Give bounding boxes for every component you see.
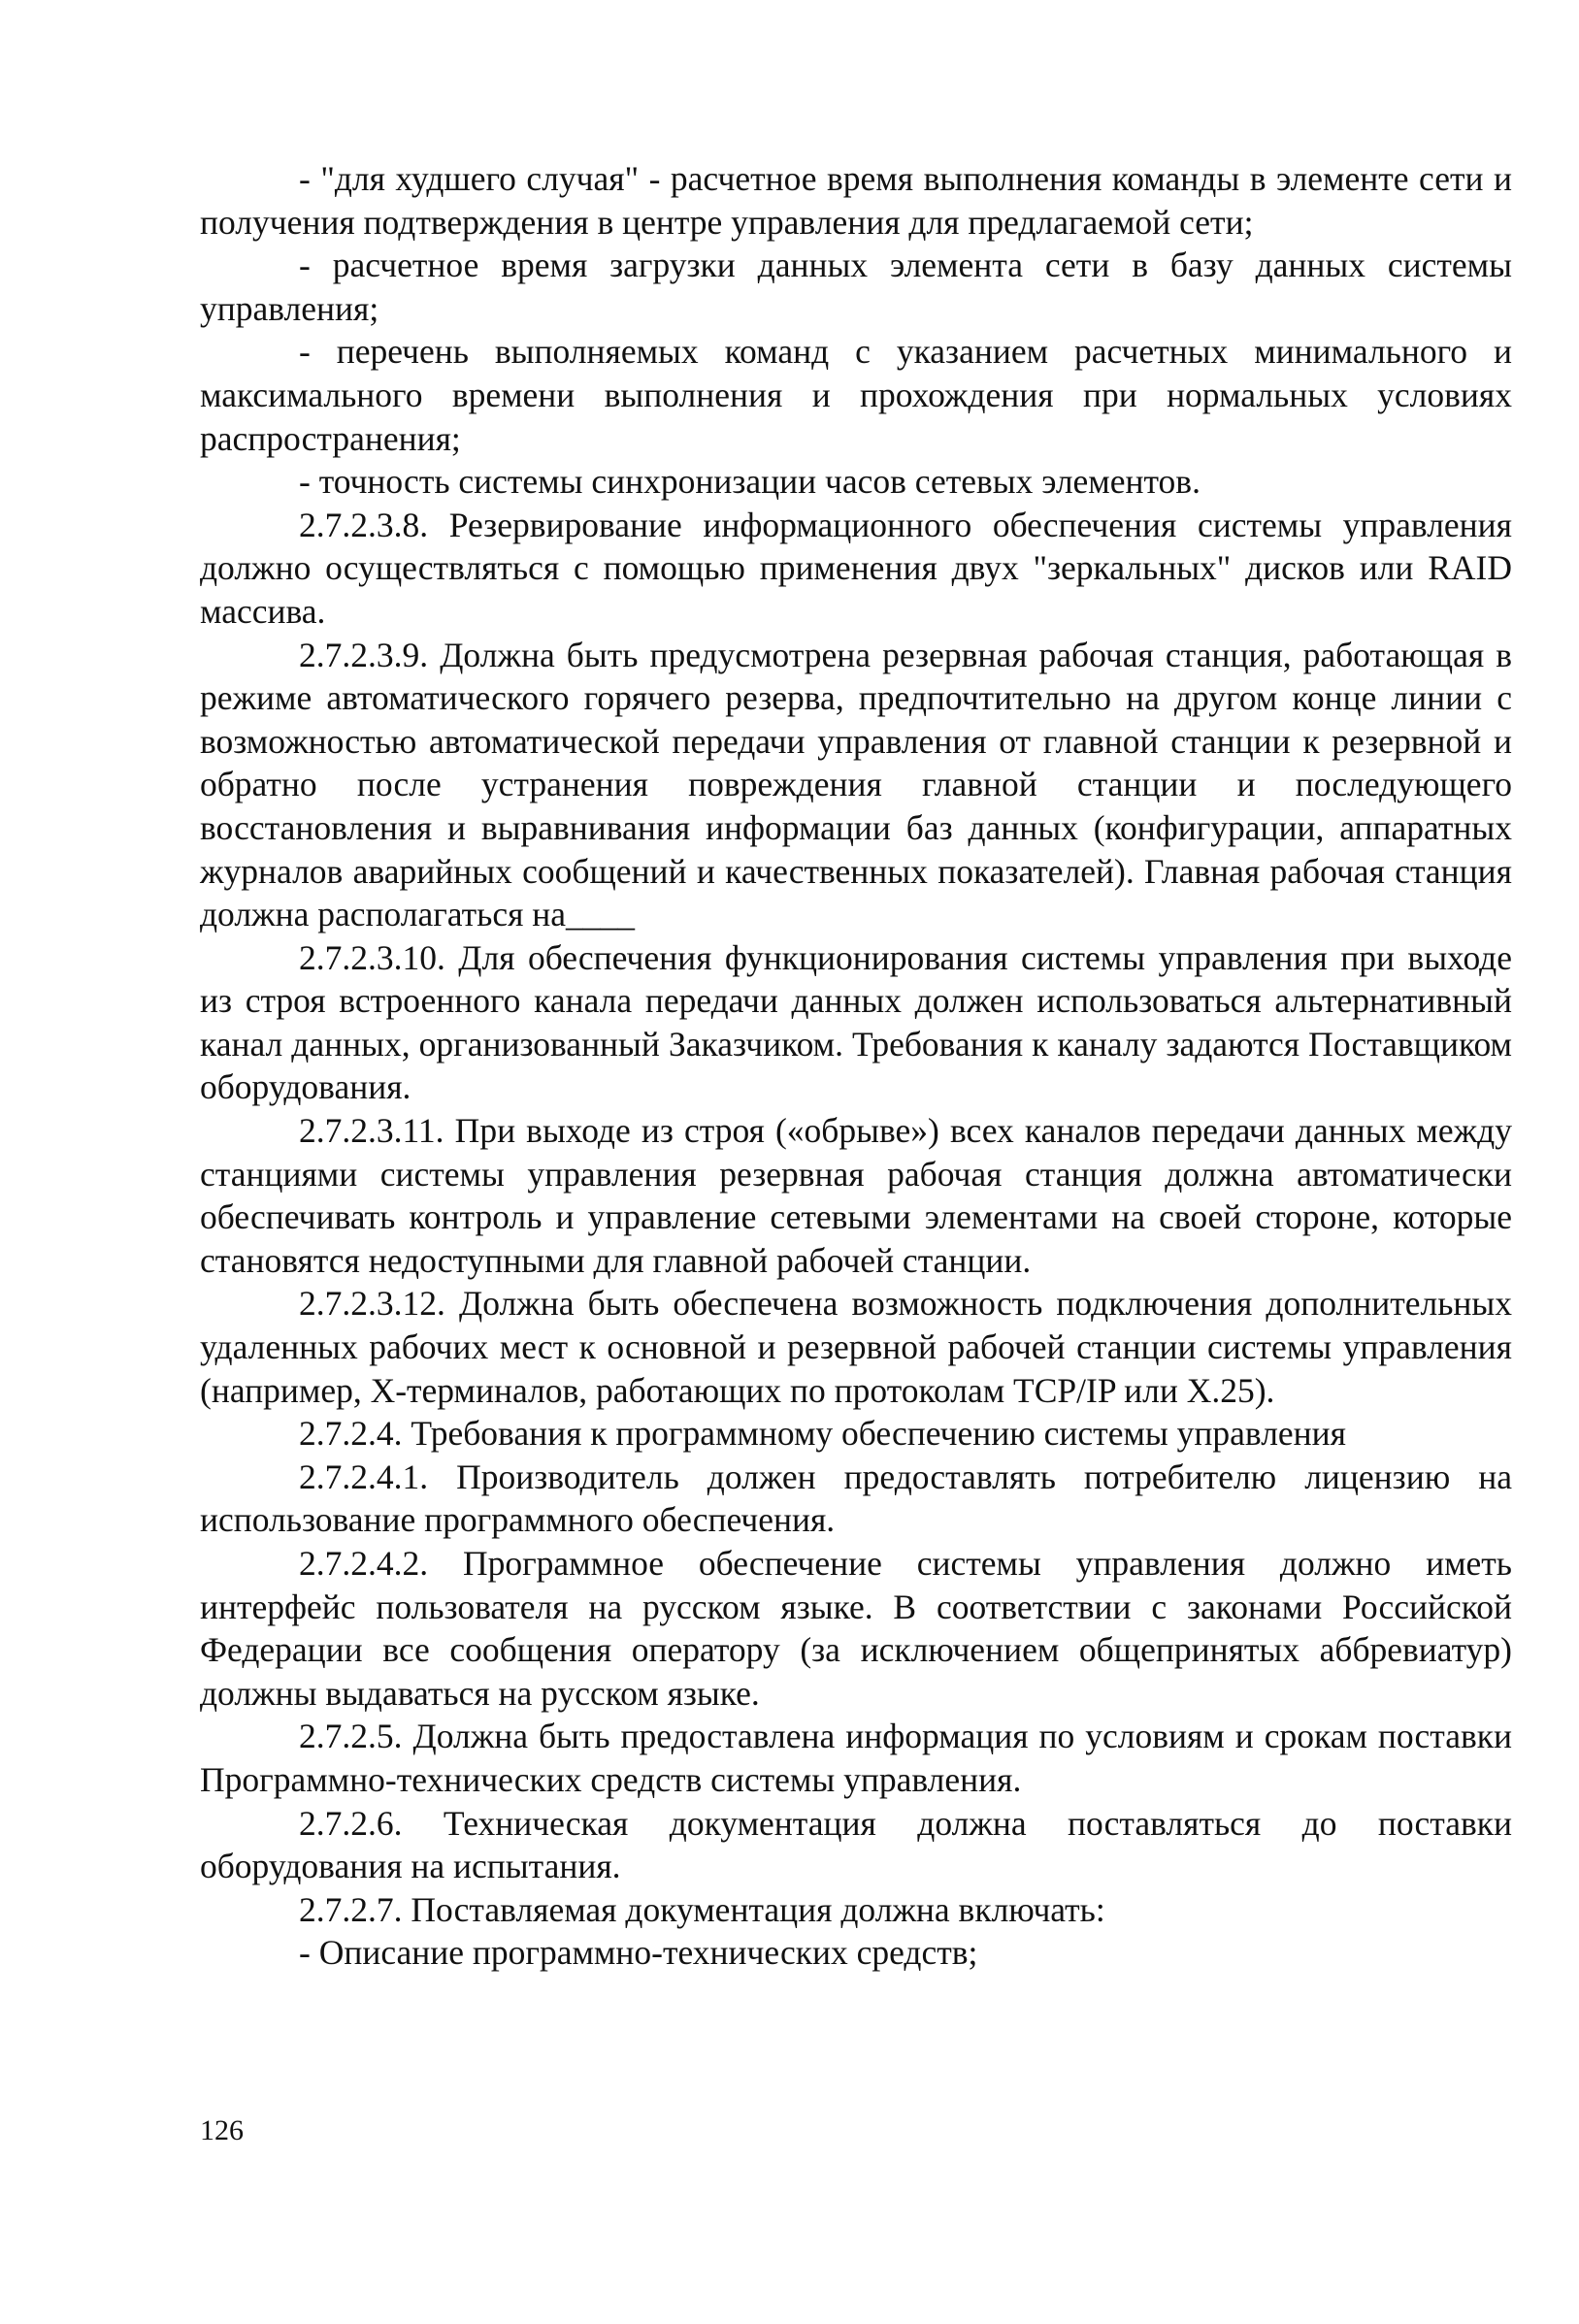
- paragraph-2: - расчетное время загрузки данных элемента сети в базу данных системы управления;: [200, 245, 1512, 328]
- paragraph-11: 2.7.2.4.1. Производитель должен предоставлять потребителю лицензию на использование программного обеспечения.: [200, 1457, 1512, 1540]
- paragraph-4: - точность системы синхронизации часов сетевых элементов.: [299, 462, 1201, 502]
- paragraph-13: 2.7.2.5. Должна быть предоставлена информация по условиям и срокам поставки Программно-технических средств системы управления.: [200, 1717, 1512, 1799]
- paragraph-1: - "для худшего случая" - расчетное время выполнения команды в элементе сети и получения подтверждения в центре управления для предлагаемой сети;: [200, 159, 1512, 242]
- paragraph-3: - перечень выполняемых команд с указанием расчетных минимального и максимального времени выполнения и прохождения при нормальных условиях распространения;: [200, 332, 1512, 458]
- paragraph-7: 2.7.2.3.10. Для обеспечения функционирования системы управления при выходе из строя встроенного канала передачи данных должен использоваться альтернативный канал данных, организованный Заказчиком. Требования к каналу задаются Поставщиком оборудования.: [200, 937, 1512, 1107]
- paragraph-8: 2.7.2.3.11. При выходе из строя («обрыве») всех каналов передачи данных между станциями системы управления резервная рабочая станция должна автоматически обеспечивать контроль и управление сетевыми элементами на своей стороне, которые становятся недоступными для главной рабочей станции.: [200, 1111, 1512, 1280]
- paragraph-10: 2.7.2.4. Требования к программному обеспечению системы управления: [299, 1414, 1346, 1454]
- page-number: 126: [200, 2114, 244, 2146]
- paragraph-5: 2.7.2.3.8. Резервирование информационного обеспечения системы управления должно осуществляться с помощью применения двух "зеркальных" дисков или RAID массива.: [200, 505, 1512, 631]
- paragraph-12: 2.7.2.4.2. Программное обеспечение системы управления должно иметь интерфейс пользователя на русском языке. В соответствии с законами Российской Федерации все сообщения оператору (за исключением общепринятых аббревиатур) должны выдаваться на русском языке.: [200, 1544, 1512, 1713]
- body-text: [200, 157, 1512, 1975]
- paragraph-15: 2.7.2.7. Поставляемая документация должна включать:: [299, 1889, 1105, 1929]
- paragraph-14: 2.7.2.6. Техническая документация должна поставляться до поставки оборудования на испытания.: [200, 1803, 1512, 1886]
- paragraph-9: 2.7.2.3.12. Должна быть обеспечена возможность подключения дополнительных удаленных рабочих мест к основной и резервной рабочей станции системы управления (например, Х-терминалов, работающих по протоколам TCP/IP или Х.25).: [200, 1284, 1512, 1410]
- paragraph-16: - Описание программно-технических средств;: [299, 1933, 978, 1973]
- paragraph-6: 2.7.2.3.9. Должна быть предусмотрена резервная рабочая станция, работающая в режиме автоматического горячего резерва, предпочтительно на другом конце линии с возможностью автоматической передачи управления от главной станции к резервной и обратно после устранения повреждения главной станции и последующего восстановления и выравнивания информации баз данных (конфигурации, аппаратных журналов аварийных сообщений и качественных показателей). Главная рабочая станция должна располагаться на____: [200, 635, 1512, 934]
